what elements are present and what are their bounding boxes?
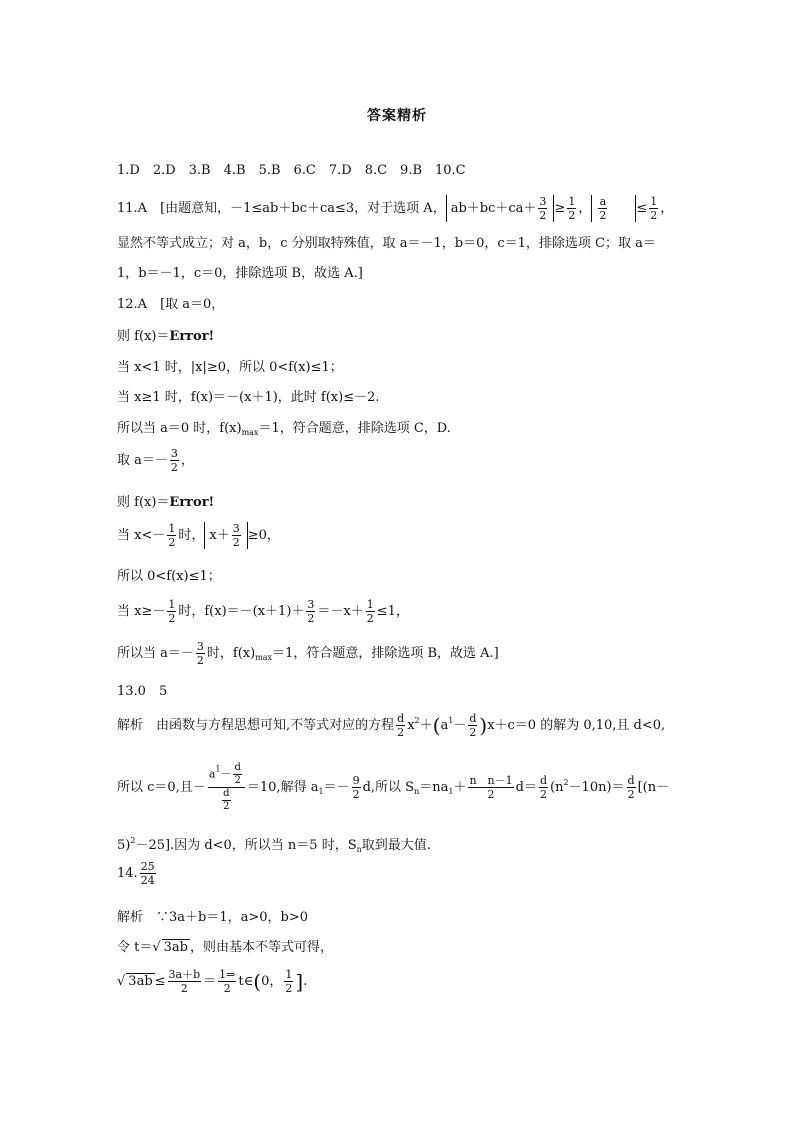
q11-line-2: 显然不等式成立；对 a，b，c 分别取特殊值，取 a＝－1，b＝0，c＝1，排除选项 C；取 a＝: [117, 236, 656, 251]
answers-1-10: 1.D 2.D 3.B 4.B 5.B 6.C 7.D 8.C 9.B 10.C: [117, 163, 466, 178]
q12-line-4: 当 x≥1 时，f(x)＝－(x＋1)，此时 f(x)≤－2.: [117, 390, 380, 405]
q12-line-9: 所以 0<f(x)≤1；: [117, 569, 221, 584]
abs-expression: ab＋bc＋ca＋ $\frac{3}{2}$: [446, 195, 555, 222]
q12-line-6: 取 a＝－ $\frac{3}{2}$ ，: [117, 447, 194, 475]
q13-line-3: 所以 c＝0,且－ $a^1-$ $\frac{d}{2}$ $\frac{d}{2}$ ＝10,解得 $a_1=-$ $\frac{9}{2}$ d,所以 $S_n=na_1+$ $\frac{\text{n n－1}}{2}$ d＝ $\frac{d}{2}$ $(n^2-10n)=$ $\frac{d}{2}$ [(n－: [117, 762, 670, 812]
q13-line-1: 13.0 5: [117, 684, 168, 699]
q12-line-7: 则 f(x)＝Error!: [117, 495, 215, 510]
q12-line-1: 12.A [取 a＝0，: [117, 297, 225, 312]
q12-line-10: 当 x≥－ $\frac{1}{2}$ 时，f(x)＝－(x＋1)＋ $\frac{3}{2}$ ＝－x＋ $\frac{1}{2}$ ≤1，: [117, 598, 409, 626]
q14-line-1: 14. $\frac{25}{24}$: [117, 860, 155, 888]
q14-line-3: 令 t＝√ 3ab ，则由基本不等式可得，: [117, 940, 334, 955]
q13-line-4: 5)$^2$－25].因为 d<0，所以当 n＝5 时，$S_n$取到最大值.: [117, 836, 431, 854]
q12-line-3: 当 x<1 时，|x|≥0，所以 0<f(x)≤1；: [117, 360, 343, 375]
q13-line-2: 解析 由函数与方程思想可知,不等式对应的方程 $\frac{d}{2}$ $x^2+(a^1-$ $\frac{d}{2}$ )x＋c＝0 的解为 0,10,且 d<0,: [117, 712, 666, 740]
q11-line-1: 11.A [由题意知，－1≤ab＋bc＋ca≤3，对于选项 A， ab＋bc＋ca＋ $\frac{3}{2}$ ≥ $\frac{1}{2}$ ， $\frac{a}{2}$ ≤ $\frac{1}{2}$ ，: [117, 195, 674, 223]
q12-line-2: 则 f(x)＝Error!: [117, 329, 215, 344]
q14-line-2: 解析 ∵3a＋b＝1，a>0，b>0: [117, 910, 309, 925]
q12-line-8: 当 x<－ $\frac{1}{2}$ 时， x＋ $\frac{3}{2}$ ≥0，: [117, 522, 280, 550]
q11-line-3: 1，b＝－1，c＝0，排除选项 B，故选 A.]: [117, 266, 363, 281]
q12-line-11: 所以当 a＝－ $\frac{3}{2}$ 时，$f(x)_{max}=1$，符合题意，排除选项 B，故选 A.]: [117, 640, 499, 668]
page-title: 答案精析: [367, 108, 427, 124]
q12-line-5: 所以当 a＝0 时，$f(x)_{max}=1$，符合题意，排除选项 C，D.: [117, 421, 451, 437]
q14-line-4: √ 3ab ≤ $\frac{3a+b}{2}$ ＝ $\frac{1\Rightarrow}{2}$ t∈(0， $\frac{1}{2}$ ].: [117, 968, 308, 996]
